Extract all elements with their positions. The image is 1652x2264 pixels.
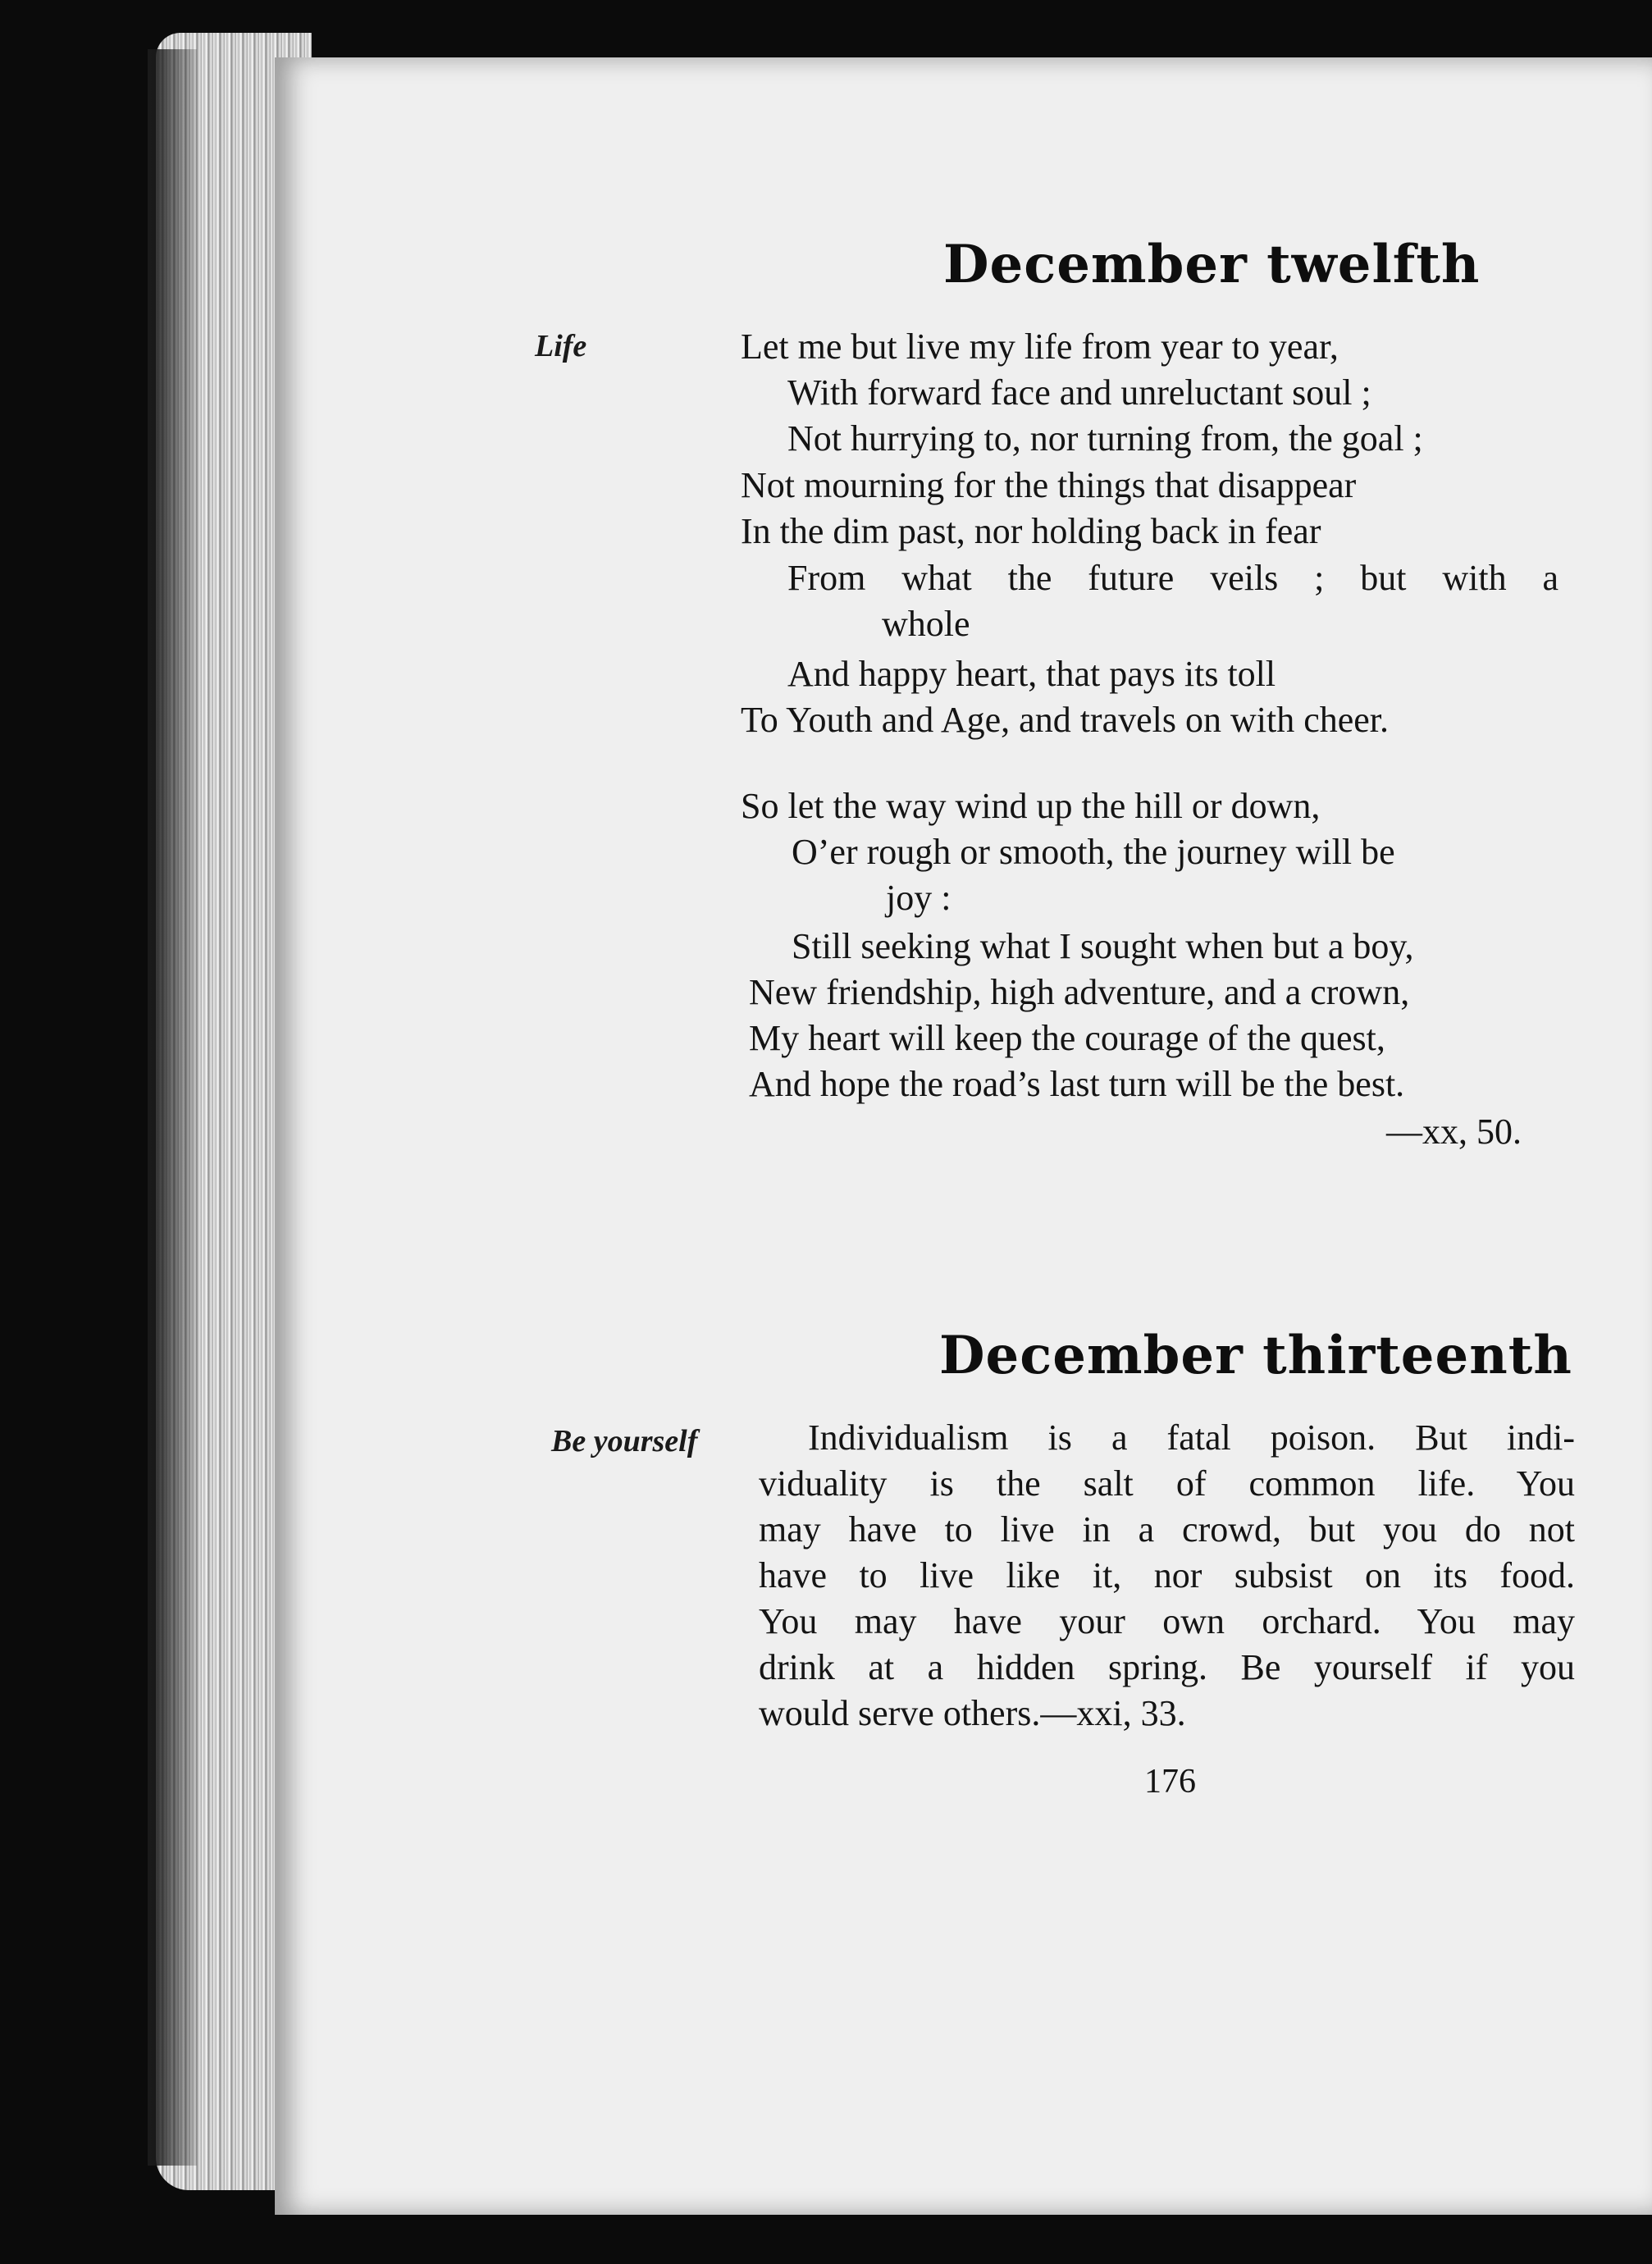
poem-line: To Youth and Age, and travels on with cheer.	[741, 700, 1390, 740]
poem-line: joy :	[886, 878, 951, 918]
margin-note-be-yourself: Be yourself	[551, 1424, 698, 1458]
entry-heading-december-twelfth: December twelfth	[943, 234, 1481, 295]
poem-line: So let the way wind up the hill or down,	[741, 786, 1321, 826]
poem-line: whole	[882, 604, 970, 644]
book-gutter-shadow	[148, 49, 197, 2166]
prose-line: You may have your own orchard. You may	[759, 1601, 1575, 1641]
poem-line: In the dim past, nor holding back in fear	[741, 511, 1321, 551]
entry-heading-december-thirteenth: December thirteenth	[939, 1325, 1572, 1386]
prose-line: drink at a hidden spring. Be yourself if you	[759, 1647, 1575, 1687]
poem-line: And happy heart, that pays its toll	[787, 654, 1276, 694]
prose-line: would serve others.—xxi, 33.	[759, 1693, 1186, 1733]
margin-note-life: Life	[535, 329, 587, 363]
poem-line: Not mourning for the things that disappear	[741, 465, 1357, 505]
page-number: 176	[1144, 1763, 1196, 1801]
prose-line: viduality is the salt of common life. You	[759, 1463, 1575, 1504]
poem-line: From what the future veils ; but with a	[787, 558, 1558, 598]
poem-line: And hope the road’s last turn will be the best.	[749, 1064, 1405, 1104]
poem-line: Not hurrying to, nor turning from, the goal ;	[787, 418, 1423, 459]
prose-line: have to live like it, nor subsist on its food.	[759, 1555, 1575, 1595]
poem-line: O’er rough or smooth, the journey will be	[792, 832, 1395, 872]
prose-line: Individualism is a fatal poison. But indi-	[808, 1417, 1575, 1458]
poem-line: New friendship, high adventure, and a crown,	[749, 972, 1410, 1012]
poem-line: With forward face and unreluctant soul ;	[787, 372, 1371, 413]
poem-line: Still seeking what I sought when but a boy,	[792, 926, 1414, 966]
poem-line: My heart will keep the courage of the quest,	[749, 1018, 1385, 1058]
prose-line: may have to live in a crowd, but you do not	[759, 1509, 1575, 1550]
citation: —xx, 50.	[1386, 1111, 1522, 1152]
poem-line: Let me but live my life from year to year,	[741, 326, 1339, 367]
